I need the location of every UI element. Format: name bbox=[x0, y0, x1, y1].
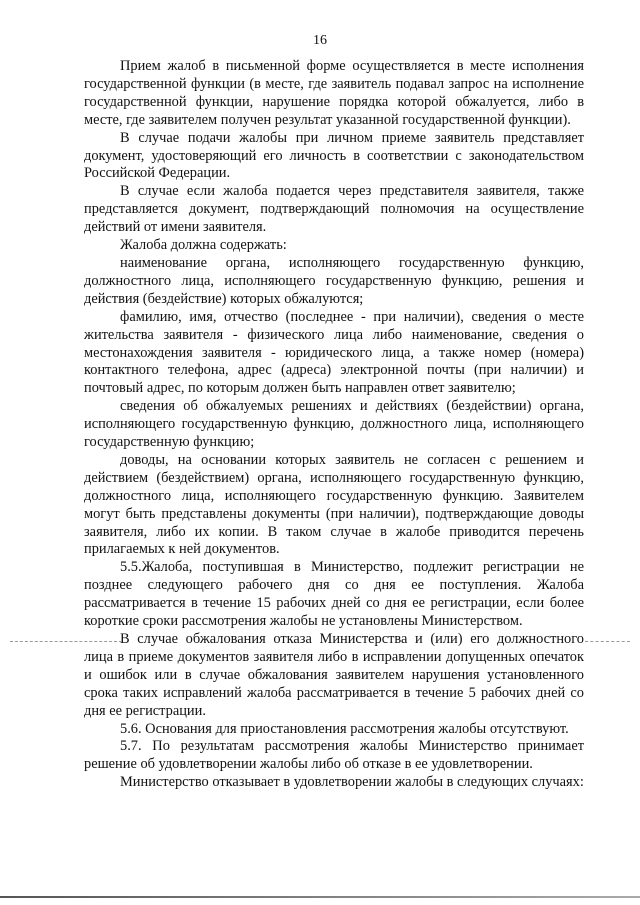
paragraph-refusal-appeal: В случае обжалования отказа Министерства и (или) его должностного лица в приеме документов заявителя либо в исправлении допущенных опечаток и ошибок или в случае обжалования заявителем нарушения установленного срока таких исправлений жалоба рассматривается в течение 5 рабочих дней со дня ее регистрации. bbox=[84, 631, 584, 719]
list-item-arguments: доводы, на основании которых заявитель не согласен с решением и действием (бездействием) органа, исполняющего государственную функцию, должностного лица, исполняющего государственную функцию. Заявителем могут быть представлены документы (при наличии), подтверждающие доводы заявителя, либо их копии. В таком случае в жалобе приводится перечень прилагаемых к ней документов. bbox=[84, 451, 584, 558]
paragraph-section-5-6: 5.6. Основания для приостановления рассмотрения жалобы отсутствуют. bbox=[120, 720, 569, 737]
paragraph-complaint-contents-heading: Жалоба должна содержать: bbox=[120, 237, 287, 254]
scan-bottom-edge bbox=[0, 896, 640, 898]
list-item-appealed-decisions: сведения об обжалуемых решениях и действиях (бездействии) органа, исполняющего государственную функцию, должностного лица, исполняющего государственную функцию; bbox=[84, 398, 584, 451]
scan-artifact-left bbox=[10, 641, 122, 642]
page-number: 16 bbox=[313, 33, 327, 48]
paragraph-written-complaints: Прием жалоб в письменной форме осуществляется в месте исполнения государственной функции (в месте, где заявитель подавал запрос на исполнение государственной функции, нарушение порядка которой обжалуется, либо в месте, где заявителем получен результат указанной государственной функции). bbox=[84, 58, 584, 128]
paragraph-section-5-5: 5.5.Жалоба, поступившая в Министерство, подлежит регистрации не позднее следующего рабочего дня со дня ее поступления. Жалоба рассматривается в течение 15 рабочих дней со дня ее регистрации, если более короткие сроки рассмотрения жалобы не установлены Министерством. bbox=[84, 559, 584, 630]
paragraph-section-5-7: 5.7. По результатам рассмотрения жалобы Министерство принимает решение об удовлетворении жалобы либо об отказе в ее удовлетворении. bbox=[84, 738, 584, 773]
scan-artifact-right bbox=[585, 641, 630, 642]
document-body bbox=[84, 58, 584, 792]
paragraph-personal-reception: В случае подачи жалобы при личном приеме заявитель представляет документ, удостоверяющий его личность в соответствии с законодательством Российской Федерации. bbox=[84, 129, 584, 182]
list-item-applicant-details: фамилию, имя, отчество (последнее - при наличии), сведения о месте жительства заявителя - физического лица либо наименование, сведения о местонахождения заявителя - юридического лица, а также номер (номера) контактного телефона, адрес (адреса) электронной почты (при наличии) и почтовый адрес, по которым должен быть направлен ответ заявителю; bbox=[84, 308, 584, 397]
paragraph-refusal-cases: Министерство отказывает в удовлетворении жалобы в следующих случаях: bbox=[120, 774, 584, 791]
paragraph-representative: В случае если жалоба подается через представителя заявителя, также представляется документ, подтверждающий полномочия на осуществление действий от имени заявителя. bbox=[84, 183, 584, 236]
list-item-organ-name: наименование органа, исполняющего государственную функцию, должностного лица, исполняющего государственную функцию, решения и действия (бездействие) которых обжалуются; bbox=[84, 254, 584, 307]
